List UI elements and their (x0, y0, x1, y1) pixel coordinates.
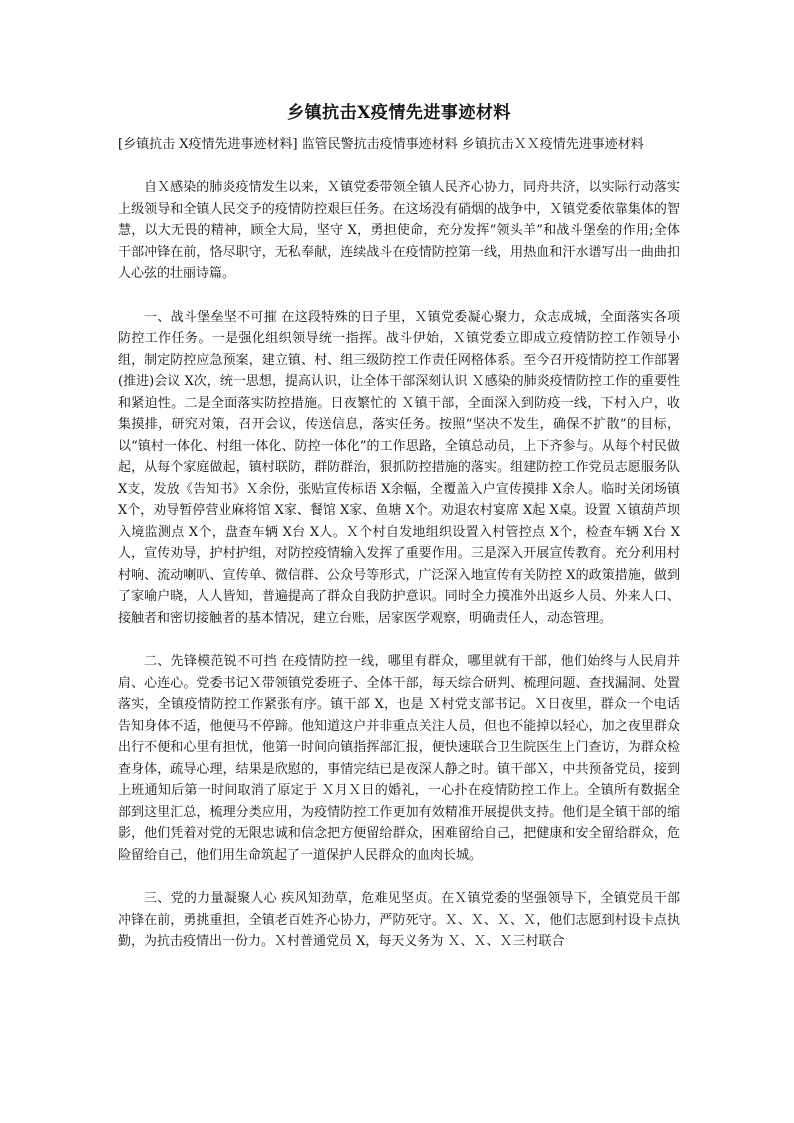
paragraph-section-1: 一、战斗堡垒坚不可摧 在这段特殊的日子里，Ｘ镇党委凝心聚力，众志成城，全面落实各项防控工作任务。一是强化组织领导统一指挥。战斗伊始，Ｘ镇党委立即成立疫情防控工作领导小组，制定防控应急预案，建立镇、村、组三级防控工作责任网格体系。至今召开疫情防控工作部署(推进)会议 X次，统一思想，提高认识，让全体干部深刻认识 Ｘ感染的肺炎疫情防控工作的重要性和紧迫性。二是全面落实防控措施。日夜繁忙的 Ｘ镇干部，全面深入到防疫一线，下村入户，收集摸排，研究对策，召开会议，传送信息，落实任务。按照“坚决不发生，确保不扩散”的目标，以“镇村一体化、村组一体化、防控一体化”的工作思路，全镇总动员，上下齐参与。从每个村民做起，从每个家庭做起，镇村联防，群防群治，狠抓防控措施的落实。组建防控工作党员志愿服务队 X支，发放《告知书》Ｘ余份，张贴宣传标语 X余幅，全覆盖入户宣传摸排 X余人。临时关闭场镇 X个，劝导暂停营业麻将馆 X家、餐馆 X家、鱼塘 X个。劝退农村宴席 X起 X桌。设置 Ｘ镇葫芦坝入境监测点 X个，盘查车辆 X台 X人。Ｘ个村自发地组织设置入村管控点 X个，检查车辆 X台 X人，宣传劝导，护村护组，对防控疫情输入发挥了重要作用。三是深入开展宣传教育。充分利用村村响、流动喇叭、宣传单、微信群、公众号等形式，广泛深入地宣传有关防控 X的政策措施，做到了家喻户晓，人人皆知，普遍提高了群众自我防护意识。同时全力摸准外出返乡人员、外来人口、接触者和密切接触者的基本情况，建立台账，居家医学观察，明确责任人，动态管理。 (118, 309, 680, 626)
paragraph-section-2: 二、先锋模范锐不可挡 在疫情防控一线，哪里有群众，哪里就有干部，他们始终与人民肩并肩、心连心。党委书记Ｘ带领镇党委班子、全体干部，每天综合研判、梳理问题、查找漏洞、处置落实，全镇疫情防控工作紧张有序。镇干部 X，也是 Ｘ村党支部书记。Ｘ日夜里，群众一个电话告知身体不适，他便马不停蹄。他知道这户并非重点关注人员，但也不能掉以轻心，加之夜里群众出行不便和心里有担忧，他第一时间向镇指挥部汇报，便快速联合卫生院医生上门查访，为群众检查身体，疏导心理，结果是欣慰的，事情完结已是夜深人静之时。镇干部Ｘ，中共预备党员，接到上班通知后第一时间取消了原定于 Ｘ月Ｘ日的婚礼，一心扑在疫情防控工作上。全镇所有数据全部到这里汇总，梳理分类应用，为疫情防控工作更加有效精准开展提供支持。他们是全镇干部的缩影，他们凭着对党的无限忠诚和信念把方便留给群众，困难留给自己，把健康和安全留给群众，危险留给自己，他们用生命筑起了一道保护人民群众的血肉长城。 (118, 654, 680, 863)
document-title: 乡镇抗击X疫情先进事迹材料 (287, 103, 511, 123)
paragraph-intro: 自Ｘ感染的肺炎疫情发生以来，Ｘ镇党委带领全镇人民齐心协力，同舟共济，以实际行动落实上级领导和全镇人民交予的疫情防控艰巨任务。在这场没有硝烟的战争中，Ｘ镇党委依靠集体的智慧，以大无畏的精神，顾全大局，坚守 X，勇担使命，充分发挥“领头羊”和战斗堡垒的作用;全体干部冲锋在前，恪尽职守，无私奉献，连续战斗在疫情防控第一线，用热血和汗水谱写出一曲曲扣人心弦的壮丽诗篇。 (118, 180, 680, 281)
document-subtitle: [乡镇抗击 X疫情先进事迹材料] 监管民警抗击疫情事迹材料 乡镇抗击ＸＸ疫情先进事迹材料 (118, 137, 644, 152)
document-page (118, 100, 680, 975)
paragraph-section-3: 三、党的力量凝聚人心 疾风知劲草，危难见坚贞。在Ｘ镇党委的坚强领导下，全镇党员干部冲锋在前，勇挑重担，全镇老百姓齐心协力，严防死守。Ｘ、Ｘ、Ｘ、Ｘ，他们志愿到村设卡点执勤，为抗击疫情出一份力。Ｘ村普通党员 X，每天义务为 Ｘ、Ｘ、Ｘ三村联合 (118, 891, 680, 949)
